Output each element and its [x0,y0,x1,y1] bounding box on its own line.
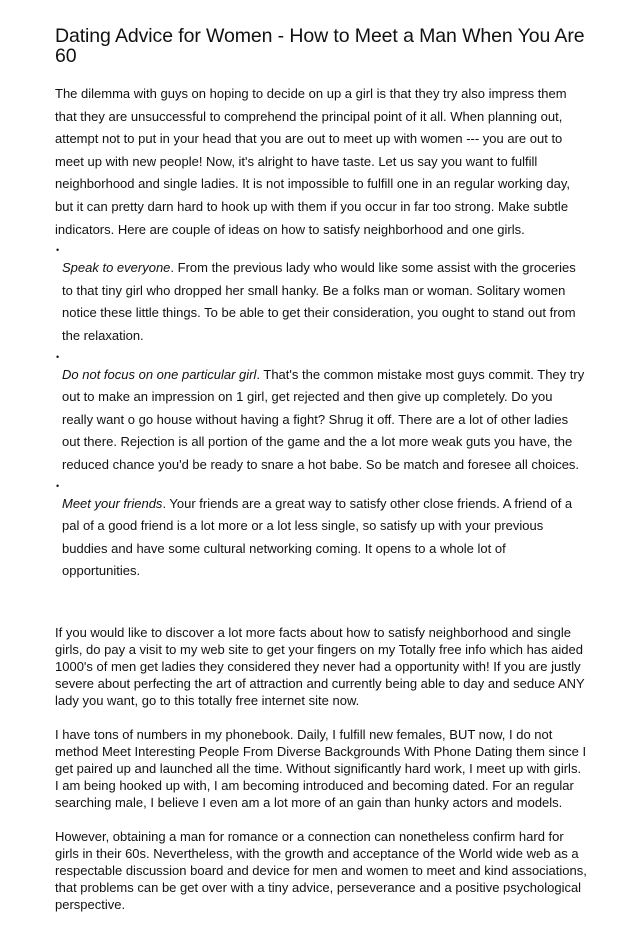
list-item [55,477,587,583]
bullet-marker: • [56,480,60,491]
list-item [55,241,587,347]
tips-list [55,241,587,583]
bullet-marker: • [56,245,60,256]
body-paragraph: I have tons of numbers in my phonebook. Daily, I fulfill new females, BUT now, I do not method Meet Interesting People From Diverse Backgrounds With Phone Dating them since I get paired up and launched all the time. Without significantly hard work, I meet up with girls. I am being hooked up with, I am becoming introduced and becoming dated. For an regular searching male, I believe I even am a lot more of an gain than hunky actors and models. [55,726,587,810]
document-page [55,26,587,930]
list-item-lead: Meet your friends [62,495,163,511]
list-item-body: . From the previous lady who would like some assist with the groceries to that tiny girl who dropped her small hanky. Be a folks man or woman. Solitary women notice these little things. To be able to get their consideration, you ought to stand out from the relaxation. [62,260,576,343]
list-item-text [62,364,587,477]
list-item-body: . Your friends are a great way to satisfy other close friends. A friend of a pal of a good friend is a lot more or a lot less single, so satisfy up with your previous buddies and have some cultural networking coming. It opens to a whole lot of opportunities. [62,495,573,579]
bullet-marker: • [56,351,60,362]
list-item [55,348,587,477]
intro-paragraph: The dilemma with guys on hoping to decide on up a girl is that they try also impress them that they are unsuccessful to comprehend the principal point of it all. When planning out, attempt not to put in your head that you are out to meet up with women --- you are out to meet up with new people! Now, it's alright to have taste. Let us say you want to fulfill neighborhood and single ladies. It is not impossible to fulfill one in an regular working day, but it can pretty darn hard to hook up with them if you occur in far too strong. Make subtle indicators. Here are couple of ideas on how to satisfy neighborhood and one girls. [55,86,571,237]
list-item-lead: Speak to everyone [62,260,171,276]
list-item-text [62,493,587,583]
section-spacer [55,583,587,624]
list-item-body: . That's the common mistake most guys commit. They try out to make an impression on 1 girl, get rejected and then give up completely. Do you really want o go house without having a fight? Shrug it off. There are a lot of other ladies out there. Rejection is all portion of the game and the a lot more weak guts you have, the reduced chance you'd be ready to snare a hot babe. So be match and foresee all choices. [62,366,585,472]
list-item-lead: Do not focus on one particular girl [62,366,257,382]
body-paragraph: If you would like to discover a lot more facts about how to satisfy neighborhood and single girls, do pay a visit to my web site to get your fingers on my Totally free info which has aided 1000's of men get ladies they considered they never had a opportunity with! If you are justly severe about perfecting the art of attraction and currently being able to day and seduce ANY lady you want, go to this totally free internet site now. [55,624,585,708]
list-item-text [62,257,587,347]
page-title: Dating Advice for Women - How to Meet a Man When You Are 60 [55,25,585,67]
body-paragraph: However, obtaining a man for romance or a connection can nonetheless confirm hard for girls in their 60s. Nevertheless, with the growth and acceptance of the World wide web as a respectable discussion board and device for men and women to meet and kind associations, that problems can be get over with a tiny advice, perseverance and a positive psychological perspective. [55,828,587,912]
